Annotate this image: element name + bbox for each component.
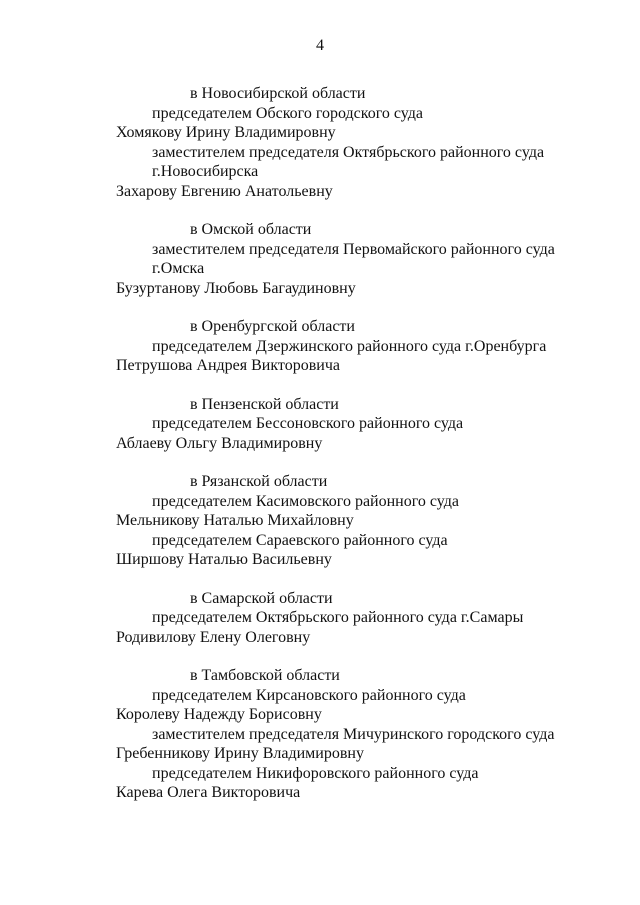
region-heading: в Самарской области <box>190 589 333 607</box>
appointment-position: председателем Бессоновского районного суда <box>152 415 464 432</box>
appointment-position: председателем Никифоровского районного суда <box>152 764 479 782</box>
appointment-position: председателем Сараевского районного суда <box>152 531 448 549</box>
appointment-position: г.Омска <box>152 260 205 277</box>
appointee-name: Королеву Надежду Борисовну <box>116 706 322 723</box>
region-heading: в Новосибирской области <box>190 85 366 102</box>
appointee-name: Мельникову Наталью Михайловну <box>116 512 354 529</box>
region-heading: в Пензенской области <box>190 395 339 413</box>
appointment-position: председателем Дзержинского районного суда г.Оренбурга <box>152 337 547 355</box>
appointment-position: председателем Октябрьского районного суда г.Самары <box>152 609 524 626</box>
appointee-name: Бузуртанову Любовь Багаудиновну <box>116 279 356 297</box>
appointment-position: заместителем председателя Октябрьского районного суда <box>152 143 545 161</box>
appointment-position: г.Новосибирска <box>152 163 259 180</box>
appointee-name: Аблаеву Ольгу Владимировну <box>116 434 323 452</box>
appointee-name: Гребенникову Ирину Владимировну <box>116 745 364 762</box>
appointee-name: Петрушова Андрея Викторовича <box>116 357 340 374</box>
appointee-name: Родивилову Елену Олеговну <box>116 628 311 646</box>
region-heading: в Оренбургской области <box>190 318 355 335</box>
appointee-name: Хомякову Ирину Владимировну <box>116 124 336 141</box>
appointment-position: заместителем председателя Мичуринского городского суда <box>152 725 555 743</box>
appointment-position: председателем Обского городского суда <box>152 104 424 122</box>
appointment-position: председателем Кирсановского районного суда <box>152 686 466 704</box>
region-heading: в Рязанской области <box>190 473 328 490</box>
appointee-name: Карева Олега Викторовича <box>116 784 301 801</box>
page-number: 4 <box>316 37 324 54</box>
appointee-name: Ширшову Наталью Васильевну <box>116 551 332 568</box>
region-heading: в Тамбовской области <box>190 667 340 684</box>
appointee-name: Захарову Евгению Анатольевну <box>116 182 333 200</box>
appointment-position: заместителем председателя Первомайского районного суда <box>152 240 555 258</box>
region-heading: в Омской области <box>190 221 312 238</box>
appointment-position: председателем Касимовского районного суда <box>152 492 460 510</box>
